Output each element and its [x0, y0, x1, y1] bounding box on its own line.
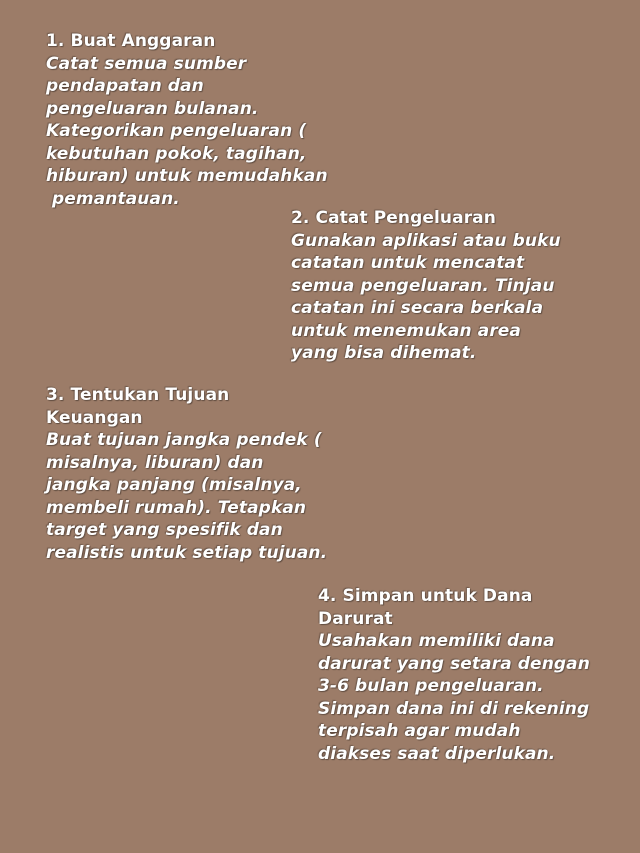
- tip-line: misalnya, liburan) dan: [46, 452, 264, 473]
- tip-title: 3. Tentukan Tujuan: [46, 385, 230, 405]
- tip-line: pendapatan dan: [46, 76, 204, 96]
- tip-title: 4. Simpan untuk Dana: [318, 586, 533, 606]
- tip-line: hiburan) untuk memudahkan: [46, 166, 328, 186]
- tip-line: membeli rumah). Tetapkan: [46, 497, 307, 518]
- tip-line: jangka panjang (misalnya,: [46, 475, 302, 495]
- tip-line: semua pengeluaran. Tinjau: [291, 275, 555, 296]
- tip-line: pemantauan.: [46, 188, 180, 209]
- tip-line: darurat yang setara dengan: [318, 653, 590, 674]
- tip-title: Darurat: [318, 608, 393, 629]
- tip-block-expenses: [291, 207, 561, 365]
- tip-line: pengeluaran bulanan.: [46, 98, 259, 119]
- tip-block-goals: [46, 384, 327, 564]
- tip-line: untuk menemukan area: [291, 320, 522, 341]
- tip-title: 2. Catat Pengeluaran: [291, 208, 496, 228]
- tip-line: Simpan dana ini di rekening: [318, 698, 590, 719]
- tip-line: Usahakan memiliki dana: [318, 631, 555, 651]
- tip-line: yang bisa dihemat.: [291, 343, 477, 363]
- tip-block-emergency-fund: [318, 585, 590, 765]
- tip-line: realistis untuk setiap tujuan.: [46, 542, 328, 563]
- tip-line: catatan ini secara berkala: [291, 298, 544, 318]
- tip-line: terpisah agar mudah: [318, 721, 521, 741]
- tip-line: Gunakan aplikasi atau buku: [291, 230, 561, 251]
- tip-line: diakses saat diperlukan.: [318, 743, 556, 764]
- tip-block-budget: [46, 30, 328, 210]
- tip-line: 3-6 bulan pengeluaran.: [318, 676, 544, 696]
- tip-title: Keuangan: [46, 407, 143, 428]
- tip-line: kebutuhan pokok, tagihan,: [46, 143, 307, 164]
- tip-line: Kategorikan pengeluaran (: [46, 121, 307, 141]
- tip-line: target yang spesifik dan: [46, 520, 283, 540]
- tip-title: 1. Buat Anggaran: [46, 31, 216, 51]
- tip-line: catatan untuk mencatat: [291, 253, 525, 273]
- tip-line: Catat semua sumber: [46, 53, 247, 74]
- tip-line: Buat tujuan jangka pendek (: [46, 430, 322, 450]
